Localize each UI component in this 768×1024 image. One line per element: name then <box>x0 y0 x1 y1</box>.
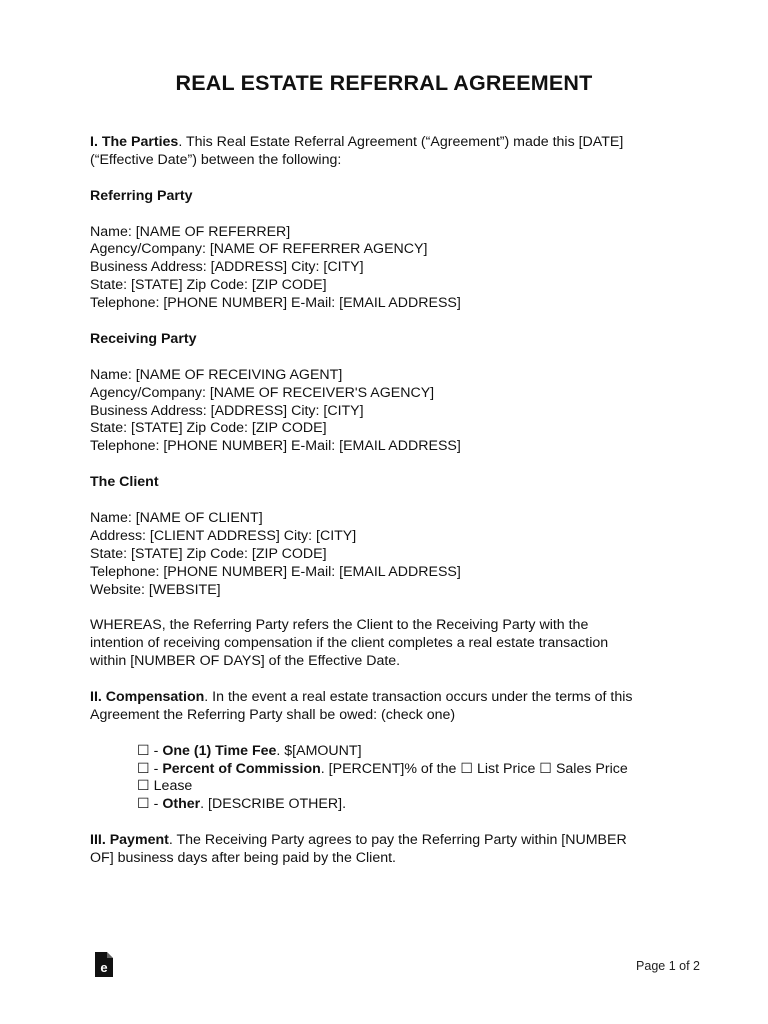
option-lease[interactable]: ☐ Lease <box>137 778 193 795</box>
receiving-line: Telephone: [PHONE NUMBER] E-Mail: [EMAIL ADDRESS] <box>90 438 461 455</box>
compensation-text-2: Agreement the Referring Party shall be owed: (check one) <box>90 706 456 723</box>
compensation-options <box>90 743 690 815</box>
parties-paragraph <box>90 134 690 170</box>
client-line: Address: [CLIENT ADDRESS] City: [CITY] <box>90 527 357 544</box>
checkbox-other[interactable]: ☐ - <box>137 796 163 813</box>
payment-text-1: . The Receiving Party agrees to pay the Referring Party within [NUMBER <box>168 832 627 849</box>
eforms-logo-icon <box>94 951 114 978</box>
svg-text:e: e <box>100 960 108 975</box>
client-heading-text: The Client <box>90 474 159 491</box>
option-percent-commission-label: Percent of Commission <box>162 760 321 777</box>
referring-heading <box>90 188 690 206</box>
client-line: Website: [WEBSITE] <box>90 581 221 598</box>
client-heading <box>90 474 690 492</box>
whereas-line: within [NUMBER OF DAYS] of the Effective Date. <box>90 653 401 670</box>
client-line: State: [STATE] Zip Code: [ZIP CODE] <box>90 545 327 562</box>
page-number: Page 1 of 2 <box>636 959 700 973</box>
receiving-heading <box>90 331 690 349</box>
client-line: Telephone: [PHONE NUMBER] E-Mail: [EMAIL ADDRESS] <box>90 563 461 580</box>
referring-heading-text: Referring Party <box>90 187 193 204</box>
option-other <box>137 796 690 814</box>
whereas-line: intention of receiving compensation if the client completes a real estate transaction <box>90 635 609 652</box>
document-body <box>90 134 690 868</box>
compensation-paragraph <box>90 689 690 725</box>
receiving-line: Agency/Company: [NAME OF RECEIVER'S AGENCY] <box>90 384 435 401</box>
receiving-line: State: [STATE] Zip Code: [ZIP CODE] <box>90 420 327 437</box>
referring-line: Telephone: [PHONE NUMBER] E-Mail: [EMAIL ADDRESS] <box>90 295 461 312</box>
payment-text-2: OF] business days after being paid by the Client. <box>90 850 396 867</box>
receiving-heading-text: Receiving Party <box>90 330 197 347</box>
client-details <box>90 510 690 600</box>
referring-line: Business Address: [ADDRESS] City: [CITY] <box>90 259 364 276</box>
payment-paragraph <box>90 832 690 868</box>
referring-line: Agency/Company: [NAME OF REFERRER AGENCY] <box>90 241 428 258</box>
option-one-time-fee <box>137 743 690 761</box>
compensation-heading: II. Compensation <box>90 688 205 705</box>
parties-text-1: . This Real Estate Referral Agreement (“Agreement”) made this [DATE] <box>178 134 624 150</box>
checkbox-percent-commission[interactable]: ☐ - <box>137 760 163 777</box>
receiving-line: Business Address: [ADDRESS] City: [CITY] <box>90 402 364 419</box>
option-percent-commission-text: . [PERCENT]% of the ☐ List Price ☐ Sales Price <box>320 760 628 777</box>
option-one-time-fee-text: . $[AMOUNT] <box>276 742 362 759</box>
receiving-details <box>90 367 690 457</box>
option-one-time-fee-label: One (1) Time Fee <box>162 742 277 759</box>
parties-heading: I. The Parties <box>90 134 179 150</box>
client-line: Name: [NAME OF CLIENT] <box>90 509 263 526</box>
referring-details <box>90 224 690 314</box>
whereas-line: WHEREAS, the Referring Party refers the Client to the Receiving Party with the <box>90 617 589 634</box>
payment-heading: III. Payment <box>90 832 169 849</box>
referring-line: Name: [NAME OF REFERRER] <box>90 223 291 240</box>
option-other-label: Other <box>162 796 201 813</box>
option-percent-commission <box>137 761 690 779</box>
whereas-paragraph <box>90 617 690 671</box>
checkbox-one-time-fee[interactable]: ☐ - <box>137 742 163 759</box>
document-title: REAL ESTATE REFERRAL AGREEMENT <box>175 71 593 95</box>
parties-text-2: (“Effective Date”) between the following: <box>90 151 342 168</box>
compensation-text-1: . In the event a real estate transaction occurs under the terms of this <box>204 688 633 705</box>
receiving-line: Name: [NAME OF RECEIVING AGENT] <box>90 366 343 383</box>
referring-line: State: [STATE] Zip Code: [ZIP CODE] <box>90 277 327 294</box>
option-other-text: . [DESCRIBE OTHER]. <box>200 796 347 813</box>
